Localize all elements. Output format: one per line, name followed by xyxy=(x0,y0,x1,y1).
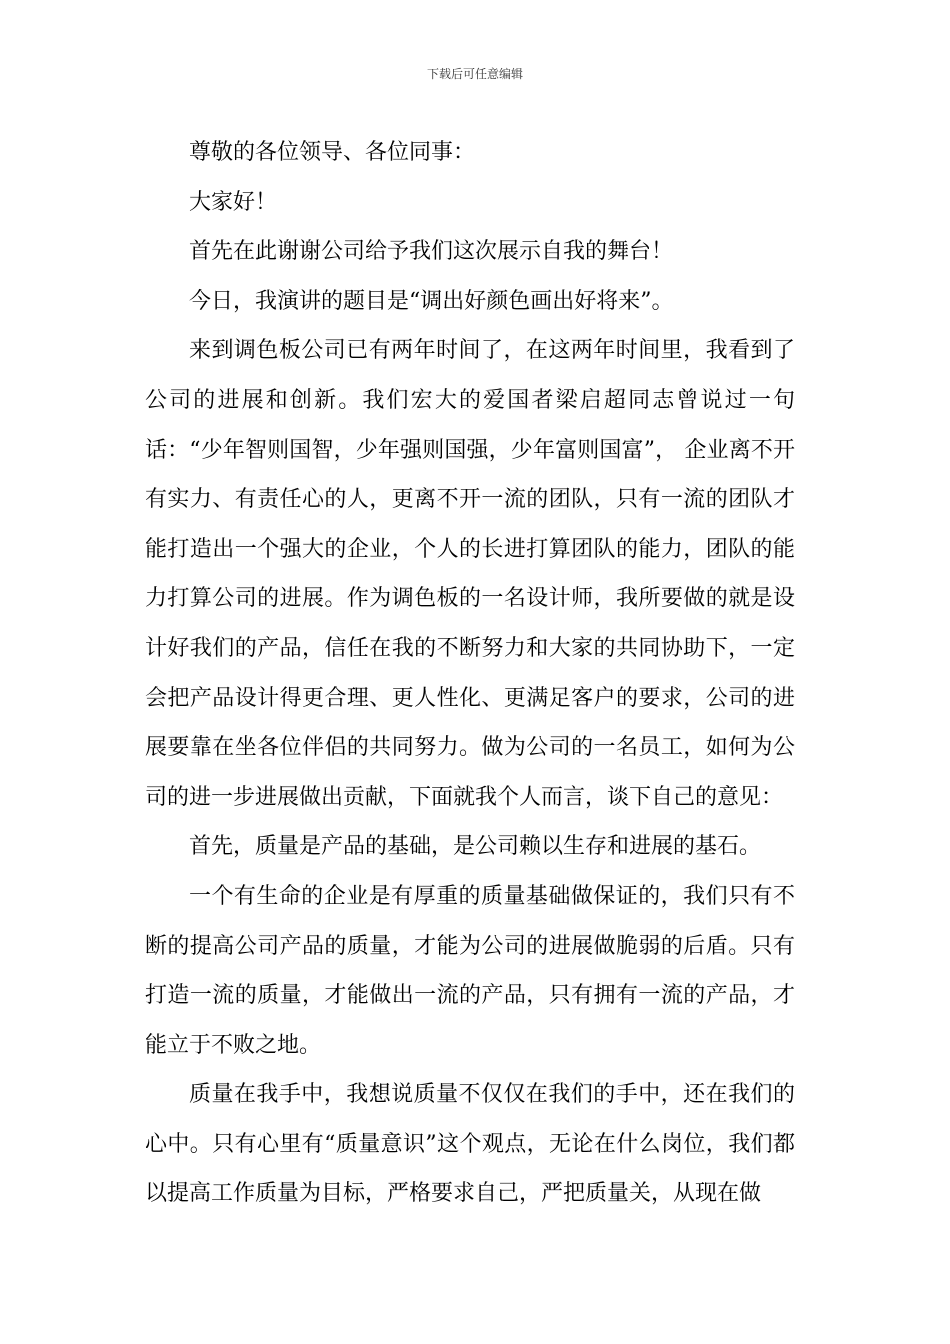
body-paragraph: 质量在我手中，我想说质量不仅仅在我们的手中，还在我们的心中。只有心里有“质量意识”这个观点，无论在什么岗位，我们都以提高工作质量为目标，严格要求自己，严把质量关，从现在做 xyxy=(145,1082,795,1207)
document-body xyxy=(145,128,795,1219)
greeting-paragraph: 大家好！ xyxy=(189,189,278,215)
thanks-paragraph: 首先在此谢谢公司给予我们这次展示自我的舞台！ xyxy=(189,239,674,265)
body-paragraph: 一个有生命的企业是有厚重的质量基础做保证的，我们只有不断的提高公司产品的质量，才能为公司的进展做脆弱的后盾。只有打造一流的质量，才能做出一流的产品，只有拥有一流的产品，才能立于不败之地。 xyxy=(145,883,795,1058)
body-paragraph: 来到调色板公司已有两年时间了，在这两年时间里，我看到了公司的进展和创新。我们宏大的爱国者梁启超同志曾说过一句话：“少年智则国智，少年强则国强，少年富则国富”， 企业离不开有实力、有责任心的人，更离不开一流的团队，只有一流的团队才能打造出一个强大的企业，个人的长进打算团队的能力，团队的能力打算公司的进展。作为调色板的一名设计师，我所要做的就是设计好我们的产品，信任在我的不断努力和大家的共同协助下，一定会把产品设计得更合理、更人性化、更满足客户的要求，公司的进展要靠在坐各位伴侣的共同努力。做为公司的一名员工，如何为公司的进一步进展做出贡献，下面就我个人而言，谈下自己的意见： xyxy=(145,338,795,810)
page-header: 下载后可任意编辑 xyxy=(426,67,523,81)
body-paragraph: 首先，质量是产品的基础，是公司赖以生存和进展的基石。 xyxy=(189,834,762,860)
salutation-paragraph: 尊敬的各位领导、各位同事： xyxy=(189,140,476,165)
topic-paragraph: 今日，我演讲的题目是“调出好颜色画出好将来”。 xyxy=(189,288,674,314)
